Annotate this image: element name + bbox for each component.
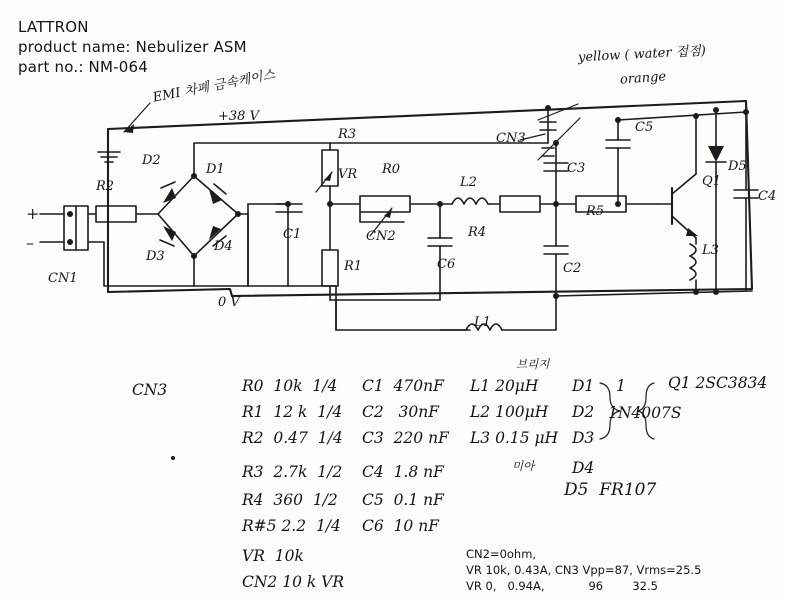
bom-item-r2: R2 0.47 1/4 — [242, 429, 343, 447]
bom-item-d1: D1 — [572, 377, 595, 395]
component-label-d2: D2 — [142, 153, 161, 168]
bom-item-r4: R4 360 1/2 — [242, 491, 338, 509]
bom-item-c1: C1 470nF — [362, 377, 444, 395]
bom-item-l1: L1 20μH — [470, 377, 539, 395]
annotation-yellow-note: yellow ( water 접점) — [577, 43, 707, 66]
measurement-line-2: VR 10k, 0.43A, CN3 Vpp=87, Vrms=25.5 — [466, 563, 702, 577]
component-label-l3: L3 — [702, 243, 719, 258]
component-label-r0: R0 — [382, 162, 401, 177]
annotation-emi-note: EMI 차폐 금속케이스 — [151, 67, 277, 106]
component-label-d1: D1 — [206, 162, 225, 177]
annotation-supply-label: +38 V — [218, 109, 259, 124]
component-label-d3: D3 — [146, 249, 165, 264]
component-label-vr: VR — [338, 167, 358, 182]
component-label-c1: C1 — [283, 227, 302, 242]
bom-item-c4: C4 1.8 nF — [362, 463, 444, 481]
bom-d5: D5 FR107 — [564, 480, 657, 500]
component-label-cn2: CN2 — [366, 229, 396, 244]
component-label-r1: R1 — [344, 259, 363, 274]
annotation-ground-label: 0 V — [218, 295, 240, 310]
bom-item-cn2: CN2 10 k VR — [242, 573, 345, 591]
bom-item-c3: C3 220 nF — [362, 429, 449, 447]
bom-item-c2: C2 30nF — [362, 403, 439, 421]
svg-text:+: + — [26, 204, 40, 223]
component-label-c3: C3 — [567, 161, 586, 176]
bom-item-r0: R0 10k 1/4 — [242, 377, 338, 395]
component-label-d4: D4 — [214, 239, 233, 254]
annotation-orange-note: orange — [619, 69, 667, 88]
bom-item-r1: R1 12 k 1/4 — [242, 403, 343, 421]
bom-item-r3: R3 2.7k 1/2 — [242, 463, 343, 481]
bom-item-l2: L2 100μH — [470, 403, 549, 421]
component-label-r3: R3 — [338, 127, 357, 142]
company-title: LATTRON — [18, 18, 89, 36]
component-label-r4: R4 — [468, 225, 487, 240]
component-label-d5: D5 — [728, 159, 747, 174]
svg-text:–: – — [26, 233, 34, 252]
component-label-r2: R2 — [96, 179, 115, 194]
component-label-cn3: CN3 — [496, 131, 526, 146]
component-label-c4: C4 — [758, 189, 777, 204]
component-label-cn1: CN1 — [48, 271, 78, 286]
bom-left-label: CN3 — [132, 381, 168, 399]
measurement-line-1: CN2=0ohm, — [466, 547, 537, 561]
component-label-r5: R5 — [586, 204, 605, 219]
bom-diode-group-top: 1 — [616, 377, 626, 395]
bom-item-c6: C6 10 nF — [362, 517, 439, 535]
component-label-l1: L1 — [474, 315, 491, 330]
bom-item-vr: VR 10k — [242, 547, 304, 565]
bom-item-d3: D3 — [572, 429, 595, 447]
component-label-c5: C5 — [635, 120, 654, 135]
bom-item-l3: L3 0.15 μH — [470, 429, 559, 447]
bom-diode-brace-note: 1N4007S — [608, 404, 682, 422]
component-label-l2: L2 — [460, 175, 477, 190]
product-name-line: product name: Nebulizer ASM — [18, 38, 247, 56]
component-label-c2: C2 — [563, 261, 582, 276]
bom-korean-note-top: 브리지 — [516, 357, 550, 371]
bom-item-d2: D2 — [572, 403, 595, 421]
bom-korean-note-bottom: 미아 — [512, 459, 535, 473]
measurement-line-3: VR 0, 0.94A, 96 32.5 — [466, 579, 658, 593]
component-label-c6: C6 — [437, 257, 456, 272]
part-number-line: part no.: NM-064 — [18, 58, 148, 76]
component-label-q1: Q1 — [702, 174, 721, 189]
bom-item-c5: C5 0.1 nF — [362, 491, 444, 509]
bom-transistor: Q1 2SC3834 — [668, 374, 768, 392]
bom-item-r5: R#5 2.2 1/4 — [242, 517, 341, 535]
bom-item-d4: D4 — [572, 459, 595, 477]
